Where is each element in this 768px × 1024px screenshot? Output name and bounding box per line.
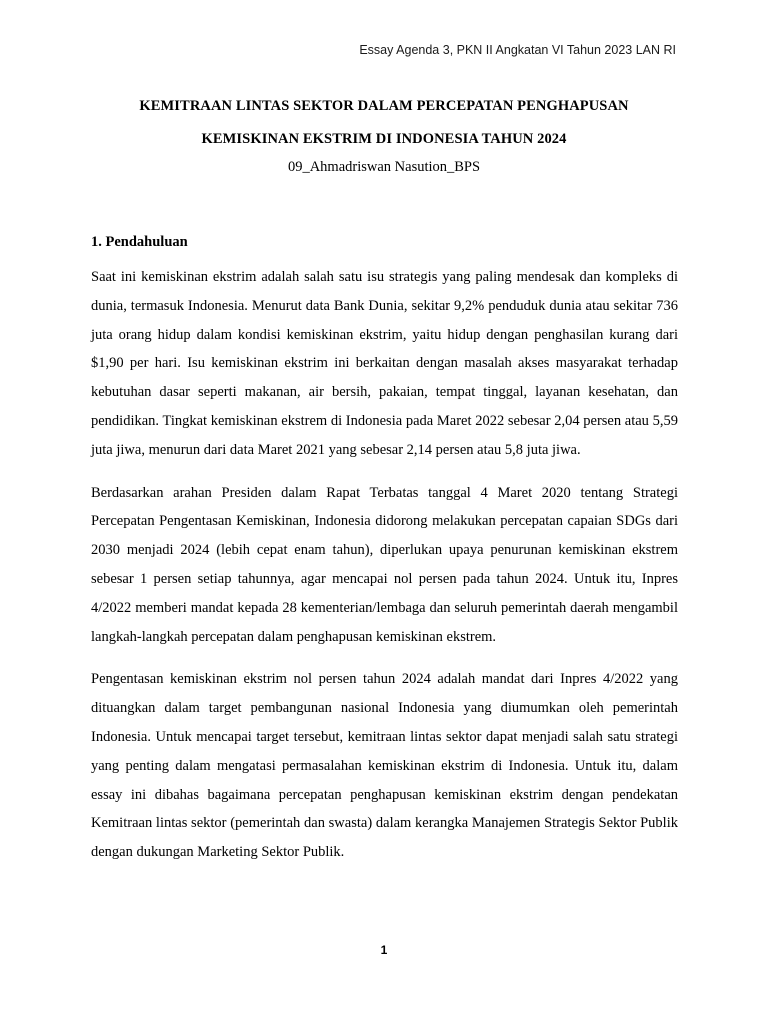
paragraph-3: Pengentasan kemiskinan ekstrim nol persen tahun 2024 adalah mandat dari Inpres 4/2022 yang dituangkan dalam target pembangunan nasional Indonesia yang diumumkan oleh pemerintah Indonesia. Untuk mencapai target tersebut, kemitraan lintas sektor dapat menjadi salah satu strategi yang penting dalam mengatasi permasalahan kemiskinan ekstrim di Indonesia. Untuk itu, dalam essay ini dibahas bagaimana percepatan penghapusan kemiskinan ekstrim dengan pendekatan Kemitraan lintas sektor (pemerintah dan swasta) dalam kerangka Manajemen Strategis Sektor Publik dengan dukungan Marketing Sektor Publik. xyxy=(91,671,678,861)
author-line: 09_Ahmadriswan Nasution_BPS xyxy=(287,159,481,175)
paragraph-2: Berdasarkan arahan Presiden dalam Rapat Terbatas tanggal 4 Maret 2020 tentang Strategi Percepatan Pengentasan Kemiskinan, Indonesia didorong melakukan percepatan capaian SDGs dari 2030 menjadi 2024 (lebih cepat enam tahun), diperlukan upaya penurunan kemiskinan ekstrem sebesar 1 persen setiap tahunnya, agar mencapai nol persen pada tahun 2024. Untuk itu, Inpres 4/2022 memberi mandat kepada 28 kementerian/lembaga dan seluruh pemerintah daerah mengambil langkah-langkah percepatan dalam penghapusan kemiskinan ekstrem. xyxy=(91,484,678,645)
running-header: Essay Agenda 3, PKN II Angkatan VI Tahun 2023 LAN RI xyxy=(359,43,676,57)
title-line-1: KEMITRAAN LINTAS SEKTOR DALAM PERCEPATAN PENGHAPUSAN xyxy=(139,98,629,114)
document-title xyxy=(0,90,768,156)
section-heading: 1. Pendahuluan xyxy=(91,234,188,250)
page-number: 1 xyxy=(380,943,388,957)
title-line-2: KEMISKINAN EKSTRIM DI INDONESIA TAHUN 2024 xyxy=(201,131,567,147)
body-text xyxy=(91,263,678,881)
paragraph-1: Saat ini kemiskinan ekstrim adalah salah satu isu strategis yang paling mendesak dan kompleks di dunia, termasuk Indonesia. Menurut data Bank Dunia, sekitar 9,2% penduduk dunia atau sekitar 736 juta orang hidup dalam kondisi kemiskinan ekstrim, yaitu hidup dengan penghasilan kurang dari $1,90 per hari. Isu kemiskinan ekstrim ini berkaitan dengan masalah akses masyarakat terhadap kebutuhan dasar seperti makanan, air bersih, pakaian, tempat tinggal, layanan kesehatan, dan pendidikan. Tingkat kemiskinan ekstrem di Indonesia pada Maret 2022 sebesar 2,04 persen atau 5,59 juta jiwa, menurun dari data Maret 2021 yang sebesar 2,14 persen atau 5,8 juta jiwa. xyxy=(91,269,678,458)
